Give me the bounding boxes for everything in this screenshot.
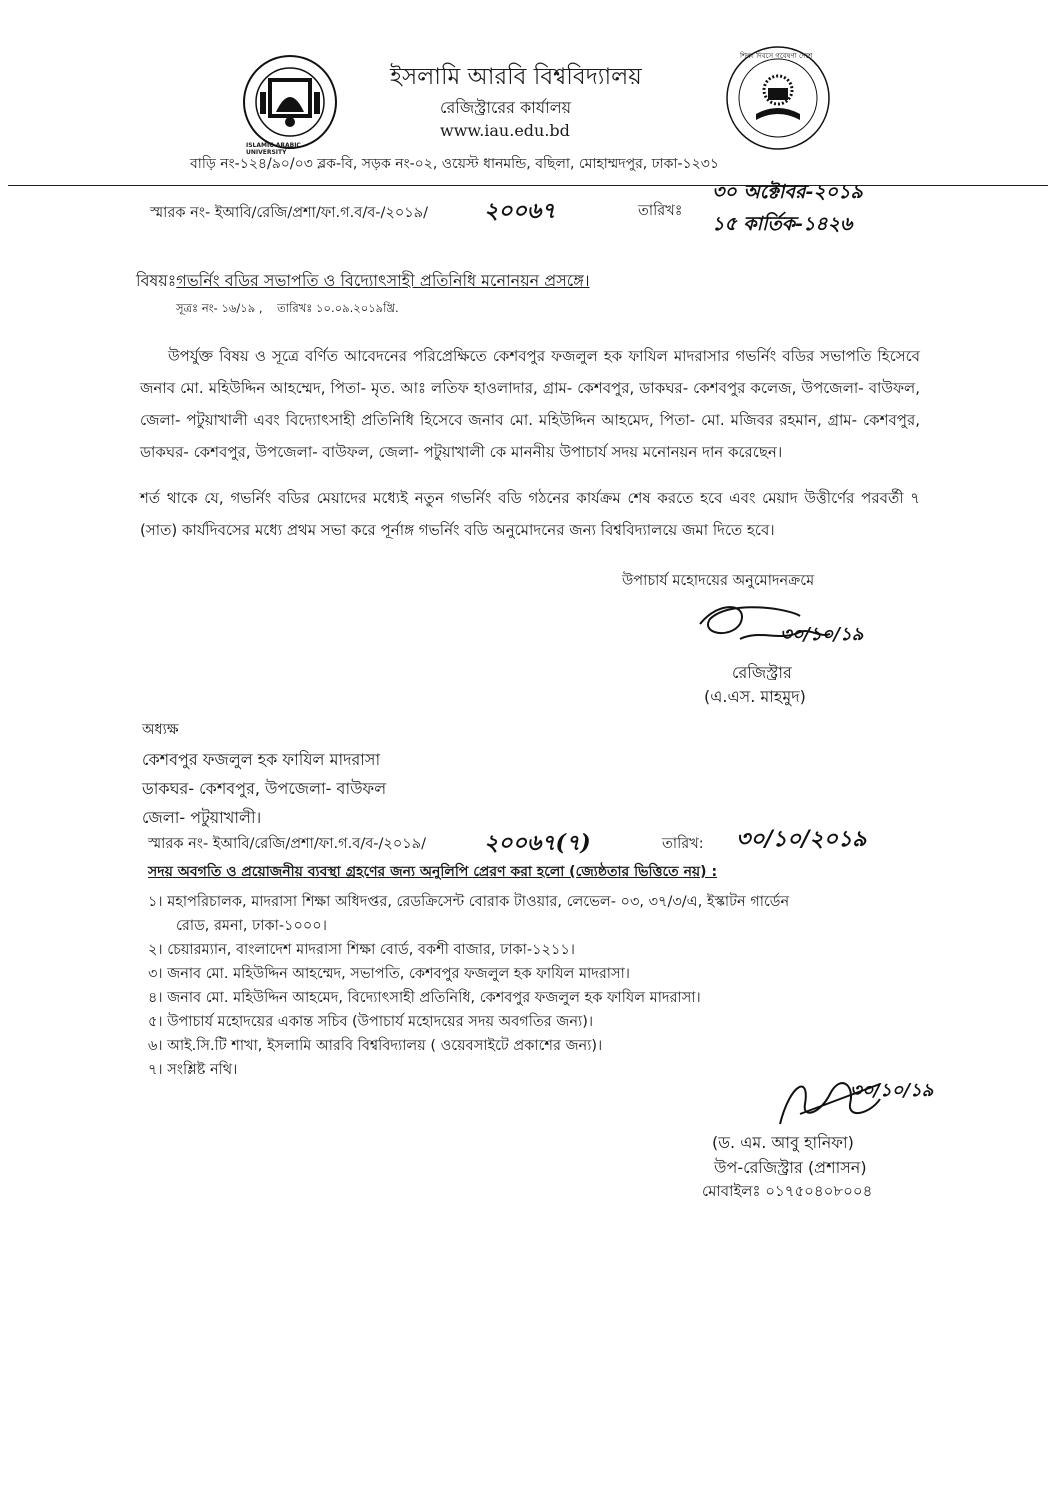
copy-heading: সদয় অবগতি ও প্রয়োজনীয় ব্যবস্থা গ্রহণের জন্য অনুলিপি প্রেরণ করা হলো (জ্যেষ্ঠতার ভিত্তিতে নয়) : xyxy=(148,864,718,880)
left-logo-text: ISLAMIC ARABIC UNIVERSITY xyxy=(246,142,301,156)
copy-item-5: ৫। উপাচার্য মহোদয়ের একান্ত সচিব (উপাচার্য মহোদয়ের সদয় অবগতির জন্য)। xyxy=(148,1014,594,1030)
approval-note: উপাচার্য মহোদয়ের অনুমোদনক্রমে xyxy=(622,573,815,589)
deputy-registrar-mobile: মোবাইলঃ ০১৭৫০৪০৮০০৪ xyxy=(702,1182,873,1200)
website: www.iau.edu.bd xyxy=(440,121,570,140)
copy-list xyxy=(148,890,789,1082)
registrar-signature-date: ৩০/১০/১৯ xyxy=(780,624,864,645)
recipient-title: অধ্যক্ষ xyxy=(142,722,179,738)
subject-reference: সূত্রঃ নং- ১৬/১৯ , তারিখঃ ১০.০৯.২০১৯খ্রি. xyxy=(176,301,399,315)
copy-item-6: ৬। আই.সি.টি শাখা, ইসলামি আরবি বিশ্ববিদ্যালয় ( ওয়েবসাইটে প্রকাশের জন্য)। xyxy=(148,1038,603,1054)
deputy-registrar-title: উপ-রেজিস্ট্রার (প্রশাসন) xyxy=(714,1158,867,1177)
memo-date-bangla: ১৫ কার্তিক-১৪২৬ xyxy=(712,213,853,235)
copy-date-label: তারিখ: xyxy=(662,836,704,852)
university-logo-right xyxy=(724,44,832,152)
memo-date-label: তারিখঃ xyxy=(638,203,683,219)
recipient-district: জেলা- পটুয়াখালী। xyxy=(142,808,262,827)
registrar-signature xyxy=(680,594,880,654)
body-paragraph-1: উপর্যুক্ত বিষয় ও সূত্রে বর্ণিত আবেদনের পরিপ্রেক্ষিতে কেশবপুর ফজলুল হক ফাযিল মাদরাসার গভর্নিং বডির সভাপতি হিসেবে জনাব মো. মহিউদ্দিন আহম্মেদ, পিতা- মৃত. আঃ লতিফ হাওলাদার, গ্রাম- কেশবপুর, ডাকঘর- কেশবপুর কলেজ, উপজেলা- বাউফল, জেলা- পটুয়াখালী এবং বিদ্যোৎসাহী প্রতিনিধি হিসেবে জনাব মো. মহিউদ্দিন আহমেদ, পিতা- মো. মজিবর রহমান, গ্রাম- কেশবপুর, ডাকঘর- কেশবপুর, উপজেলা- বাউফল, জেলা- পটুয়াখালী কে মাননীয় উপাচার্য সদয় মনোনয়ন দান করেছেন। xyxy=(140,347,920,461)
body-paragraph-2: শর্ত থাকে যে, গভর্নিং বডির মেয়াদের মধ্যেই নতুন গভর্নিং বডি গঠনের কার্যক্রম শেষ করতে হবে এবং মেয়াদ উত্তীর্ণের পরবর্তী ৭ (সাত) কার্যদিবসের মধ্যে প্রথম সভা করে পূর্নাঙ্গ গভর্নিং বডি অনুমোদনের জন্য বিশ্ববিদ্যালয়ে জমা দিতে হবে। xyxy=(140,489,920,539)
header-divider xyxy=(8,185,1048,186)
recipient-post-office: ডাকঘর- কেশবপুর, উপজেলা- বাউফল xyxy=(142,779,387,798)
deputy-registrar-name: (ড. এম. আবু হানিফা) xyxy=(712,1133,854,1152)
copy-reference-number: ২০০৬৭(৭) xyxy=(484,830,591,856)
memo-date-gregorian: ৩০ অক্টোবর-২০১৯ xyxy=(712,181,863,203)
address: বাড়ি নং-১২৪/৯০/০৩ ব্লক-বি, সড়ক নং-০২, ওয়েস্ট ধানমন্ডি, বছিলা, মোহাম্মদপুর, ঢাকা-১২৩১ xyxy=(190,156,719,172)
copy-reference-label: স্মারক নং- ইআবি/রেজি/প্রশা/ফা.গ.ব/ব-/২০১৯/ xyxy=(148,836,426,852)
office-name: রেজিস্ট্রারের কার্যালয় xyxy=(440,98,572,117)
recipient-block xyxy=(142,716,386,832)
registrar-name: (এ.এস. মাহমুদ) xyxy=(704,687,806,706)
copy-item-1-continued: রোড, রমনা, ঢাকা-১০০০। xyxy=(176,918,327,934)
copy-item-4: ৪। জনাব মো. মহিউদ্দিন আহমেদ, বিদ্যোৎসাহী প্রতিনিধি, কেশবপুর ফজলুল হক ফাযিল মাদরাসা। xyxy=(148,990,701,1006)
subject-line xyxy=(136,268,590,295)
memo-reference-number: ২০০৬৭ xyxy=(484,198,556,224)
subject-text: গভর্নিং বডির সভাপতি ও বিদ্যোৎসাহী প্রতিনিধি মনোনয়ন প্রসঙ্গে। xyxy=(176,271,590,290)
deputy-registrar-signature xyxy=(760,1064,960,1134)
registrar-title: রেজিস্ট্রার xyxy=(732,663,792,682)
copy-item-2: ২। চেয়ারম্যান, বাংলাদেশ মাদরাসা শিক্ষা বোর্ড, বকশী বাজার, ঢাকা-১২১১। xyxy=(148,942,575,958)
memo-reference-label: স্মারক নং- ইআবি/রেজি/প্রশা/ফা.গ.ব/ব-/২০১৯/ xyxy=(150,205,428,221)
right-logo-text: শিক্ষা দিবসে গবেষণা দেশে xyxy=(740,52,813,60)
copy-date: ৩০/১০/২০১৯ xyxy=(736,826,867,852)
copy-item-1: ১। মহাপরিচালক, মাদরাসা শিক্ষা অধিদপ্তর, রেডক্রিসেন্ট বোরাক টাওয়ার, লেভেল- ০৩, ৩৭/৩/এ, ইস্কাটন গার্ডেন xyxy=(148,894,790,910)
university-name: ইসলামি আরবি বিশ্ববিদ্যালয় xyxy=(390,64,642,90)
copy-item-3: ৩। জনাব মো. মহিউদ্দিন আহম্মেদ, সভাপতি, কেশবপুর ফজলুল হক ফাযিল মাদরাসা। xyxy=(148,966,630,982)
university-logo-left xyxy=(240,52,340,156)
recipient-institution: কেশবপুর ফজলুল হক ফাযিল মাদরাসা xyxy=(142,750,381,769)
copy-item-7: ৭। সংশ্লিষ্ট নথি। xyxy=(148,1062,238,1078)
subject-label: বিষয়ঃ xyxy=(136,271,177,290)
deputy-signature-date: ৩০/১০/১৯ xyxy=(850,1080,934,1101)
